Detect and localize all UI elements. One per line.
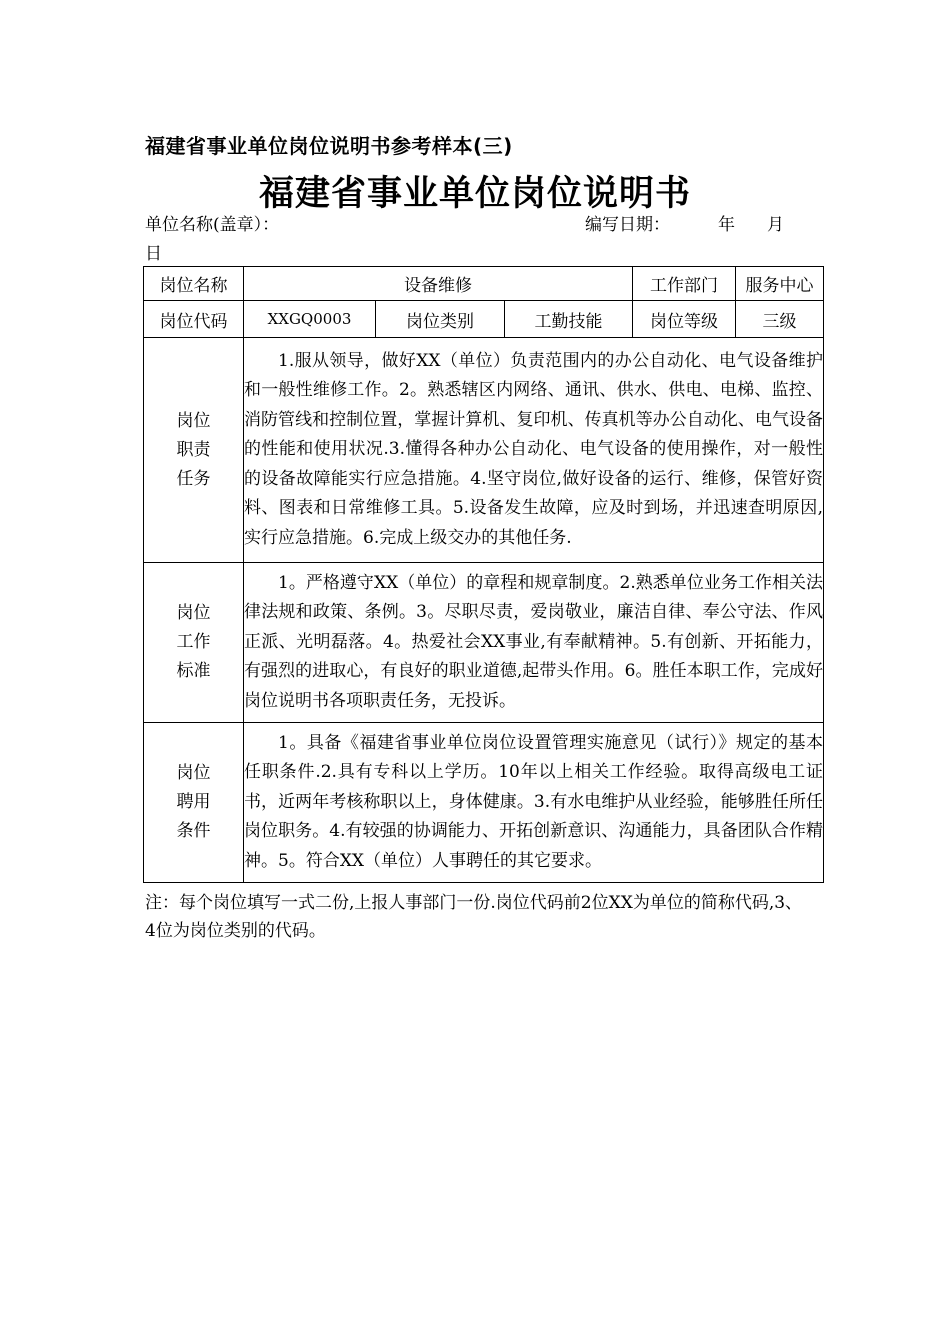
day-label: 日 [145, 244, 162, 264]
standards-label [144, 563, 244, 723]
document-title: 福建省事业单位岗位说明书 [258, 173, 691, 214]
standards-text: 1。严格遵守XX（单位）的章程和规章制度。2.熟悉单位业务工作相关法律法规和政策、条例。3。尽职尽责，爱岗敬业，廉洁自律、奉公守法、作风正派、光明磊落。4。热爱社会XX事业,有奉献精神。5.有创新、开拓能力，有强烈的进取心，有良好的职业道德,起带头作用。6。胜任本职工作，完成好岗位说明书各项职责任务，无投诉。 [244, 572, 823, 711]
requirements-text: 1。具备《福建省事业单位岗位设置管理实施意见（试行）》规定的基本任职条件.2.具有专科以上学历。10年以上相关工作经验。取得高级电工证书，近两年考核称职以上，身体健康。3.有水电维护从业经验，能够胜任所任岗位职务。4.有较强的协调能力、开拓创新意识、沟通能力，具备团队合作精神。5。符合XX（单位）人事聘任的其它要求。 [244, 732, 823, 871]
post-grade-value: 三级 [736, 301, 824, 338]
duties-label [144, 338, 244, 563]
standards-text-cell [244, 563, 824, 723]
document-subtitle: 福建省事业单位岗位说明书参考样本(三) [145, 134, 513, 158]
requirements-label-line: 岗位 [176, 763, 211, 783]
month-label: 月 [767, 215, 784, 235]
duties-text-cell [244, 338, 824, 563]
requirements-label-line: 条件 [176, 821, 211, 841]
footnote: 注：每个岗位填写一式二份,上报人事部门一份.岗位代码前2位XX为单位的简称代码,3、4位为岗位类别的代码。 [145, 893, 803, 941]
department-value: 服务中心 [736, 267, 824, 301]
standards-label-line: 工作 [176, 632, 211, 652]
table-row [144, 563, 824, 723]
post-code-label: 岗位代码 [144, 301, 244, 338]
standards-label-line: 岗位 [176, 603, 211, 623]
department-label: 工作部门 [633, 267, 736, 301]
post-description-table [143, 266, 824, 883]
post-name-value: 设备维修 [244, 267, 633, 301]
duties-label-line: 职责 [176, 439, 211, 460]
table-row [144, 723, 824, 883]
post-category-label: 岗位类别 [376, 301, 505, 338]
requirements-text-cell [244, 723, 824, 883]
duties-label-line: 岗位 [176, 410, 211, 431]
duties-text: 1.服从领导，做好XX（单位）负责范围内的办公自动化、电气设备维护和一般性维修工作。2。熟悉辖区内网络、通讯、供水、供电、电梯、监控、消防管线和控制位置，掌握计算机、复印机、传真机等办公自动化、电气设备的性能和使用状况.3.懂得各种办公自动化、电气设备的使用操作，对一般性的设备故障能实行应急措施。4.坚守岗位,做好设备的运行、维修，保管好资料、图表和日常维修工具。5.设备发生故障，应及时到场，并迅速查明原因,实行应急措施。6.完成上级交办的其他任务. [244, 350, 823, 548]
unit-name-label: 单位名称(盖章）： [145, 215, 280, 235]
post-name-label: 岗位名称 [144, 267, 244, 301]
year-label: 年 [718, 215, 735, 235]
post-code-value: XXGQ0003 [244, 301, 376, 338]
table-row [144, 267, 824, 301]
standards-label-line: 标准 [176, 661, 211, 681]
duties-label-line: 任务 [176, 468, 211, 489]
requirements-label [144, 723, 244, 883]
table-row [144, 301, 824, 338]
date-label: 编写日期： [585, 215, 670, 235]
post-grade-label: 岗位等级 [633, 301, 736, 338]
table-row [144, 338, 824, 563]
requirements-label-line: 聘用 [176, 792, 211, 812]
post-category-value: 工勤技能 [505, 301, 633, 338]
